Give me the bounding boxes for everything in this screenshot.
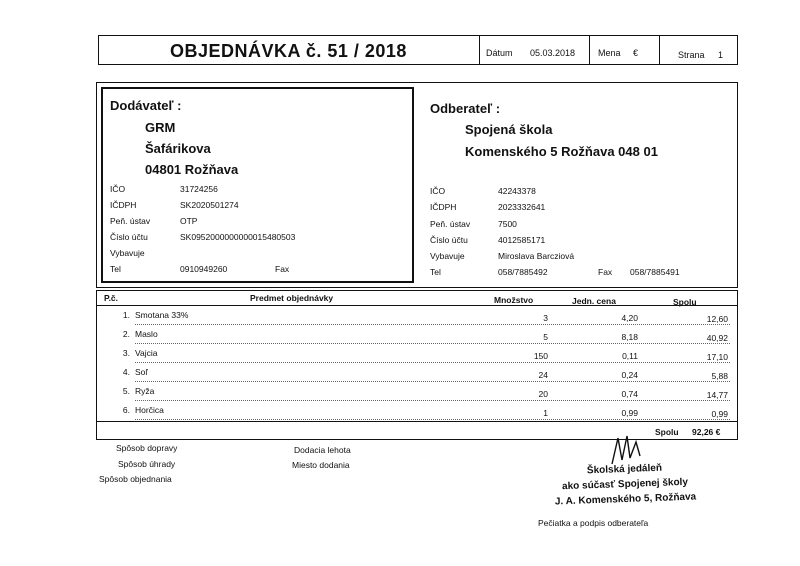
row-item: Maslo <box>135 329 158 339</box>
row-number: 6. <box>122 405 130 415</box>
row-dotted-line <box>135 343 730 344</box>
customer-handled-label: Vybavuje <box>430 251 465 261</box>
customer-icdph: 2023332641 <box>498 202 546 212</box>
customer-bank: 7500 <box>498 219 517 229</box>
document-title: OBJEDNÁVKA č. 51 / 2018 <box>170 41 407 61</box>
supplier-icdph: SK2020501274 <box>180 200 239 210</box>
date-value: 05.03.2018 <box>530 48 576 58</box>
row-qty: 3 <box>543 313 548 323</box>
supplier-handled-label: Vybavuje <box>110 248 145 258</box>
row-unit: 0,24 <box>621 370 638 380</box>
supplier-bank-label: Peň. ústav <box>110 216 151 226</box>
row-number: 4. <box>122 367 130 377</box>
stamp-line-2: ako súčasť Spojenej školy <box>561 476 689 493</box>
customer-heading: Odberateľ : <box>430 101 501 116</box>
supplier-ico: 31724256 <box>180 184 218 194</box>
row-qty: 24 <box>538 370 548 380</box>
row-number: 3. <box>122 348 130 358</box>
supplier-fax-label: Fax <box>275 264 290 274</box>
row-dotted-line <box>135 381 730 382</box>
signature-label: Pečiatka a podpis odberateľa <box>538 518 649 528</box>
row-qty: 20 <box>538 389 548 399</box>
supplier-tel: 0910949260 <box>180 264 228 274</box>
stamp-line-1: Školská jedáleň <box>586 462 663 477</box>
supplier-box <box>101 87 414 283</box>
row-item: Smotana 33% <box>135 310 189 320</box>
items-table <box>96 290 738 440</box>
customer-address: Komenského 5 Rožňava 048 01 <box>465 144 658 159</box>
row-number: 2. <box>122 329 130 339</box>
row-unit: 0,74 <box>621 389 638 399</box>
row-item: Vajcia <box>135 348 158 358</box>
customer-fax: 058/7885491 <box>630 267 680 277</box>
row-total: 14,77 <box>706 390 728 400</box>
sum-label: Spolu <box>655 427 679 437</box>
supplier-name: GRM <box>145 120 176 135</box>
row-qty: 1 <box>543 408 548 418</box>
row-total: 17,10 <box>706 352 728 362</box>
delivery-term-label: Dodacia lehota <box>294 445 351 455</box>
payment-label: Spôsob úhrady <box>118 459 176 469</box>
page-label: Strana <box>678 50 705 60</box>
row-total: 0,99 <box>711 409 728 419</box>
sum-value: 92,26 € <box>692 427 721 437</box>
customer-icdph-label: IČDPH <box>430 202 457 212</box>
row-total: 12,60 <box>706 314 728 324</box>
currency-value: € <box>633 48 639 58</box>
supplier-account-label: Číslo účtu <box>110 232 148 242</box>
row-item: Horčica <box>135 405 164 415</box>
currency-label: Mena <box>598 48 621 58</box>
customer-ico-label: IČO <box>430 186 446 196</box>
date-label: Dátum <box>486 48 513 58</box>
row-dotted-line <box>135 400 730 401</box>
row-total: 40,92 <box>706 333 728 343</box>
stamp-line-3: J. A. Komenského 5, Rožňava <box>554 491 697 508</box>
transport-label: Spôsob dopravy <box>116 443 178 453</box>
supplier-ico-label: IČO <box>110 184 126 194</box>
customer-ico: 42243378 <box>498 186 536 196</box>
col-header-item: Predmet objednávky <box>250 293 334 303</box>
row-dotted-line <box>135 324 730 325</box>
row-number: 5. <box>122 386 130 396</box>
row-unit: 0,99 <box>621 408 638 418</box>
col-header-pc: P.č. <box>104 293 119 303</box>
row-unit: 4,20 <box>621 313 638 323</box>
col-header-qty: Množstvo <box>494 295 534 305</box>
row-qty: 150 <box>533 351 548 361</box>
supplier-account: SK0952000000000015480503 <box>180 232 296 242</box>
page-value: 1 <box>718 50 724 60</box>
customer-tel-label: Tel <box>430 267 441 277</box>
col-header-total: Spolu <box>673 297 697 307</box>
row-dotted-line <box>135 419 730 420</box>
supplier-tel-label: Tel <box>110 264 121 274</box>
supplier-bank: OTP <box>180 216 198 226</box>
delivery-place-label: Miesto dodania <box>292 460 350 470</box>
row-number: 1. <box>122 310 130 320</box>
customer-name: Spojená škola <box>465 122 553 137</box>
row-dotted-line <box>135 362 730 363</box>
customer-account-label: Číslo účtu <box>430 235 468 245</box>
row-unit: 8,18 <box>621 332 638 342</box>
row-qty: 5 <box>543 332 548 342</box>
row-item: Soľ <box>135 367 148 377</box>
customer-handled: Miroslava Barcziová <box>498 251 575 261</box>
customer-tel: 058/7885492 <box>498 267 548 277</box>
customer-bank-label: Peň. ústav <box>430 219 471 229</box>
customer-account: 4012585171 <box>498 235 546 245</box>
supplier-heading: Dodávateľ : <box>110 98 182 113</box>
row-total: 5,88 <box>711 371 728 381</box>
row-item: Ryža <box>135 386 155 396</box>
supplier-icdph-label: IČDPH <box>110 200 137 210</box>
ordering-label: Spôsob objednania <box>99 474 172 484</box>
customer-stamp <box>529 459 720 511</box>
col-header-unit: Jedn. cena <box>572 296 616 306</box>
supplier-city: 04801 Rožňava <box>145 162 239 177</box>
supplier-street: Šafárikova <box>145 141 211 156</box>
row-unit: 0,11 <box>622 351 638 361</box>
customer-fax-label: Fax <box>598 267 613 277</box>
